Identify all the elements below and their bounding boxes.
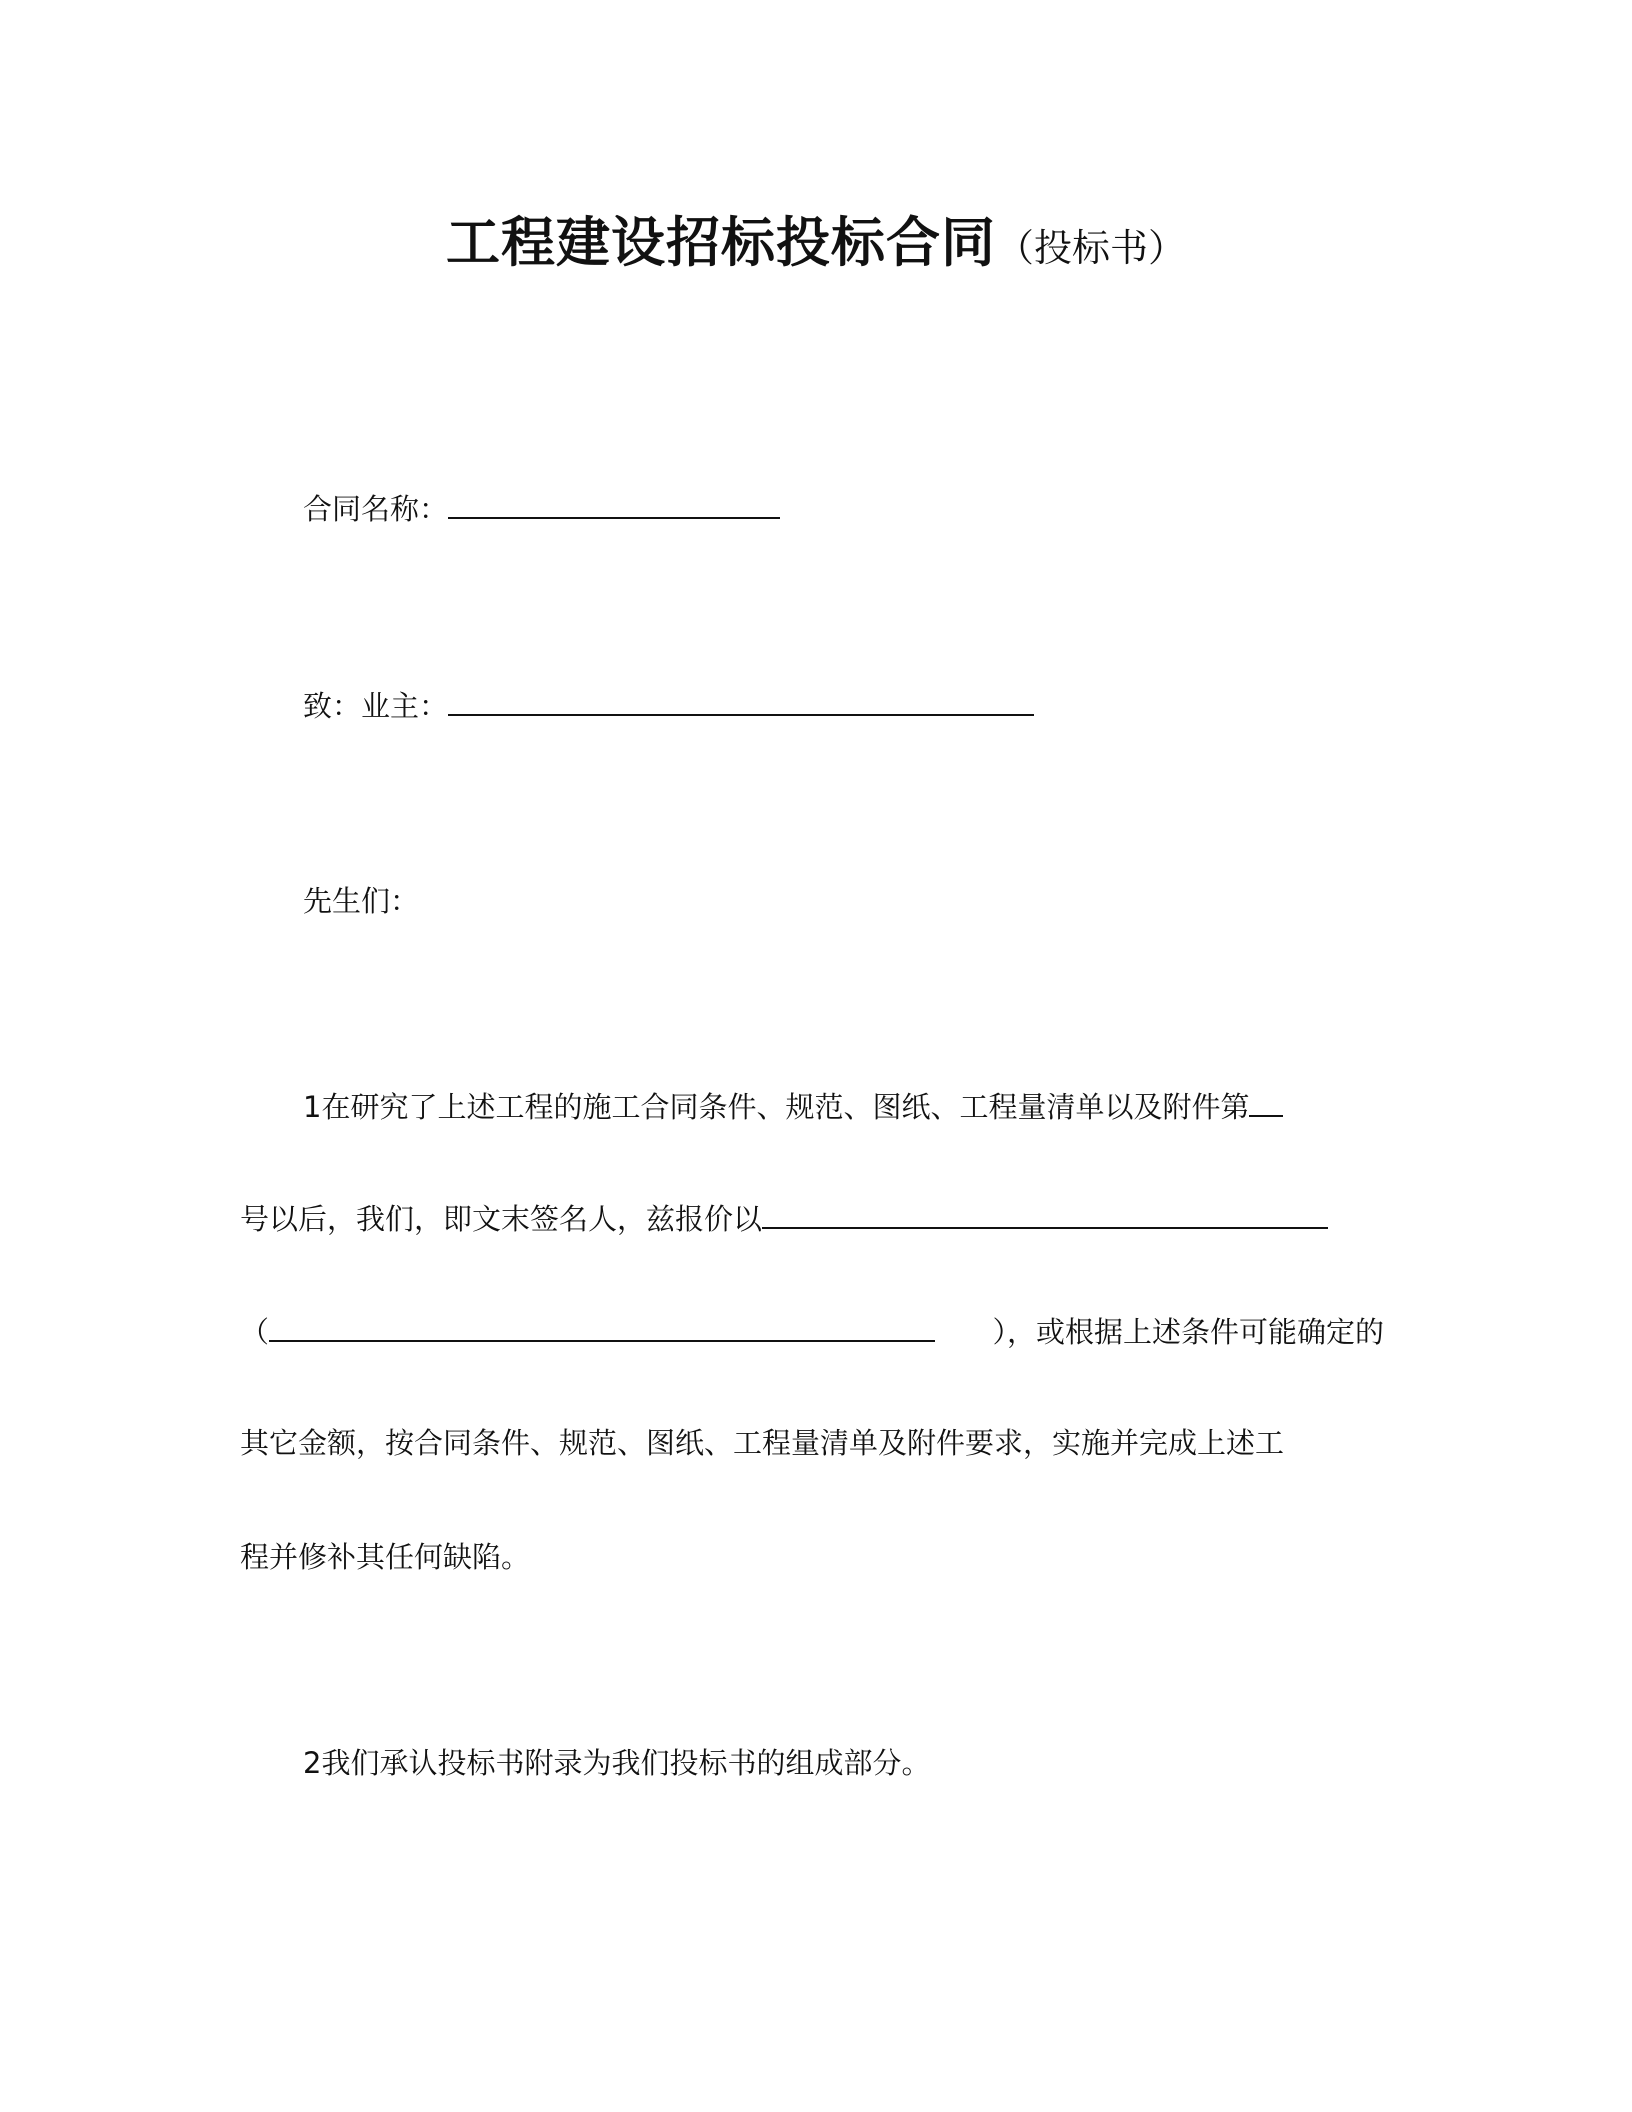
to-owner-line xyxy=(303,684,1034,726)
price-words-blank xyxy=(269,1310,935,1342)
contract-name-line xyxy=(303,487,780,529)
price-amount-blank xyxy=(762,1197,1328,1229)
paragraph-1-line-3 xyxy=(240,1310,1384,1352)
contract-name-label: 合同名称： xyxy=(303,492,449,526)
title-subtitle: （投标书） xyxy=(995,226,1186,270)
title-main: 工程建设招标投标合同 xyxy=(445,211,996,274)
paragraph-1-line-2 xyxy=(240,1197,1328,1239)
paragraph-1-text-3: ），或根据上述条件可能确定的 xyxy=(992,1315,1384,1349)
open-paren: （ xyxy=(240,1315,270,1349)
owner-blank xyxy=(448,684,1034,716)
paragraph-1-text-2: 号以后，我们，即文末签名人，兹报价以 xyxy=(240,1202,763,1236)
document-title xyxy=(0,200,1632,277)
salutation: 先生们： xyxy=(303,884,420,918)
paragraph-1-text-1: 1在研究了上述工程的施工合同条件、规范、图纸、工程量清单以及附件第 xyxy=(303,1090,1250,1124)
price-words-group xyxy=(240,1310,935,1352)
paragraph-1-line-4: 其它金额，按合同条件、规范、图纸、工程量清单及附件要求，实施并完成上述工 xyxy=(240,1426,1285,1460)
annex-number-blank xyxy=(1249,1085,1283,1117)
paragraph-1-line-1 xyxy=(303,1085,1283,1127)
to-owner-label: 致：业主： xyxy=(303,689,449,723)
paragraph-2: 2我们承认投标书附录为我们投标书的组成部分。 xyxy=(303,1746,931,1780)
contract-name-blank xyxy=(448,487,780,519)
paragraph-1-line-5: 程并修补其任何缺陷。 xyxy=(240,1540,531,1574)
